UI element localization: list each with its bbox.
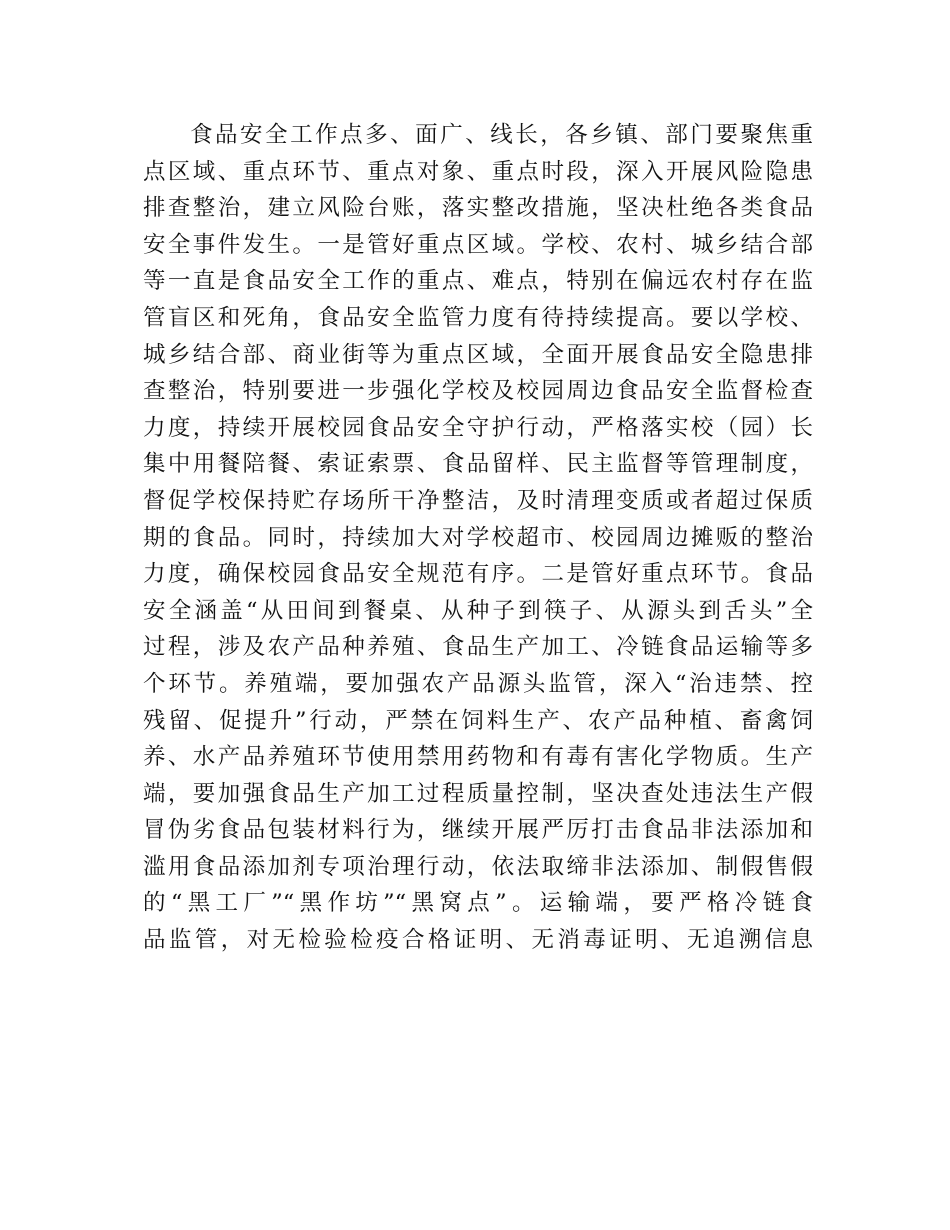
text-line: 集中用餐陪餐、索证索票、食品留样、民主监督等管理制度， [143, 451, 813, 478]
text-line: 品监管，对无检验检疫合格证明、无消毒证明、无追溯信息 [143, 927, 813, 954]
text-line: 冒伪劣食品包装材料行为，继续开展严厉打击食品非法添加和 [143, 817, 813, 844]
text-line: 安全涵盖“从田间到餐桌、从种子到筷子、从源头到舌头”全 [143, 597, 813, 624]
text-line: 残留、促提升”行动，严禁在饲料生产、农产品种植、畜禽饲 [143, 707, 813, 734]
text-line: 过程，涉及农产品种养殖、食品生产加工、冷链食品运输等多 [143, 634, 813, 661]
text-line: 滥用食品添加剂专项治理行动，依法取缔非法添加、制假售假 [143, 853, 813, 880]
text-line: 查整治，特别要进一步强化学校及校园周边食品安全监督检查 [143, 378, 813, 405]
text-line: 端，要加强食品生产加工过程质量控制，坚决查处违法生产假 [143, 780, 813, 807]
text-line: 个环节。养殖端，要加强农产品源头监管，深入“治违禁、控 [143, 670, 813, 697]
text-line: 食品安全工作点多、面广、线长，各乡镇、部门要聚焦重 [190, 122, 813, 148]
text-line: 等一直是食品安全工作的重点、难点，特别在偏远农村存在监 [143, 268, 813, 295]
text-line: 养、水产品养殖环节使用禁用药物和有毒有害化学物质。生产 [143, 744, 813, 771]
text-line: 管盲区和死角，食品安全监管力度有待持续提高。要以学校、 [143, 304, 813, 331]
text-line: 力度，确保校园食品安全规范有序。二是管好重点环节。食品 [143, 561, 813, 588]
body-paragraph [143, 117, 813, 959]
text-line: 城乡结合部、商业街等为重点区域，全面开展食品安全隐患排 [143, 341, 813, 368]
text-line: 排查整治，建立风险台账，落实整改措施，坚决杜绝各类食品 [143, 195, 813, 222]
text-line: 期的食品。同时，持续加大对学校超市、校园周边摊贩的整治 [143, 524, 813, 551]
text-line: 督促学校保持贮存场所干净整洁，及时清理变质或者超过保质 [143, 487, 813, 514]
text-line: 点区域、重点环节、重点对象、重点时段，深入开展风险隐患 [143, 158, 813, 185]
text-line: 力度，持续开展校园食品安全守护行动，严格落实校（园）长 [143, 414, 813, 441]
text-line: 安全事件发生。一是管好重点区域。学校、农村、城乡结合部 [143, 231, 813, 258]
text-line: 的“黑工厂”“黑作坊”“黑窝点”。运输端，要严格冷链食 [143, 890, 813, 917]
